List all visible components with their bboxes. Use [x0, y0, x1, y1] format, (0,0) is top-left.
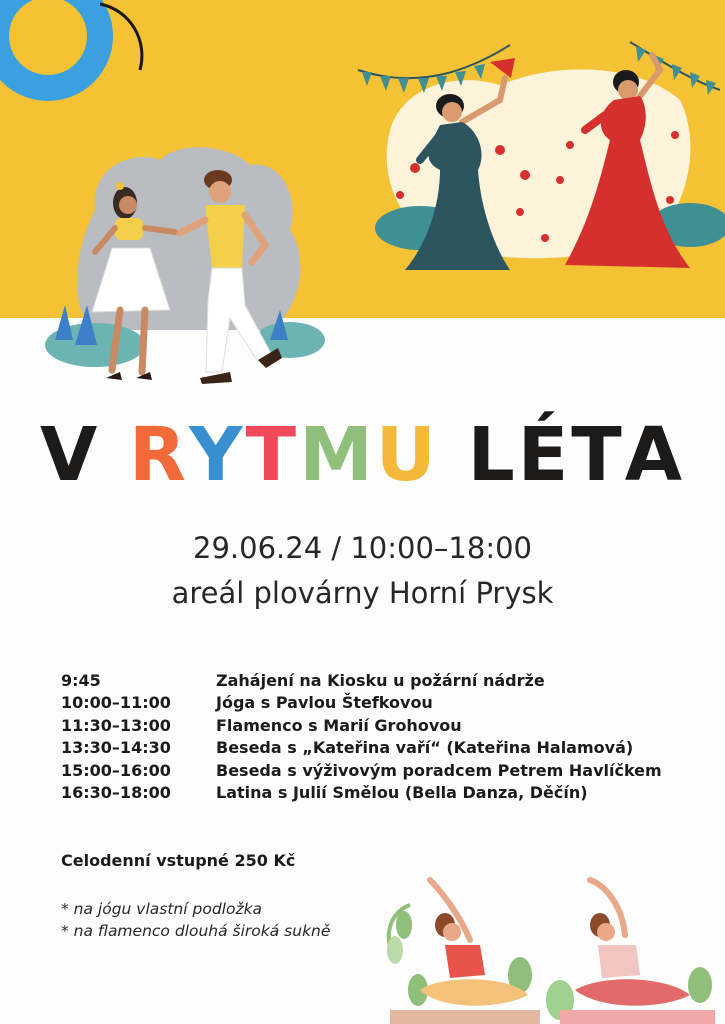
schedule-row [61, 759, 662, 782]
life-ring-icon [0, 0, 142, 98]
note-flamenco-skirt: * na flamenco dlouhá široká sukně [61, 922, 331, 940]
schedule-row [61, 714, 662, 737]
schedule-activity: Jóga s Pavlou Štefkovou [216, 693, 433, 713]
note-yoga-mat: * na jógu vlastní podložka [61, 900, 263, 918]
event-title [0, 412, 725, 498]
title-letter: A [624, 412, 686, 498]
schedule-row [61, 782, 662, 805]
yoga-women-illustration [387, 880, 715, 1024]
schedule-time: 15:00–16:00 [61, 760, 171, 780]
schedule-time: 13:30–14:30 [61, 738, 171, 758]
schedule-time: 11:30–13:00 [61, 715, 171, 735]
title-letter: T [571, 412, 625, 498]
schedule-activity: Latina s Julií Smělou (Bella Danza, Děčín) [216, 783, 588, 803]
title-letter: M [299, 412, 376, 498]
program-schedule [61, 669, 662, 804]
admission-fee: Celodenní vstupné 250 Kč [61, 851, 296, 870]
schedule-time: 10:00–11:00 [61, 693, 171, 713]
schedule-time: 9:45 [61, 670, 101, 690]
event-datetime: 29.06.24 / 10:00–18:00 [193, 531, 532, 565]
event-venue: areál plovárny Horní Prysk [171, 576, 554, 610]
title-letter: T [245, 412, 300, 498]
schedule-activity: Zahájení na Kiosku u požární nádrže [216, 670, 545, 690]
schedule-row [61, 669, 662, 692]
title-letter: U [375, 412, 439, 498]
title-letter [100, 412, 129, 498]
title-letter: V [39, 412, 101, 498]
title-letter [439, 412, 468, 498]
schedule-activity: Flamenco s Marií Grohovou [216, 715, 462, 735]
salsa-couple-illustration [45, 147, 325, 384]
flamenco-dancers-illustration [358, 42, 725, 270]
schedule-activity: Beseda s „Kateřina vaří“ (Kateřina Halamová) [216, 738, 634, 758]
title-letter: É [517, 412, 572, 498]
title-letter: Y [188, 412, 246, 498]
schedule-row [61, 692, 662, 715]
schedule-time: 16:30–18:00 [61, 783, 171, 803]
notes [61, 898, 330, 942]
title-letter: R [129, 412, 189, 498]
schedule-activity: Beseda s výživovým poradcem Petrem Havlíčkem [216, 760, 662, 780]
schedule-row [61, 737, 662, 760]
title-letter: L [467, 412, 518, 498]
